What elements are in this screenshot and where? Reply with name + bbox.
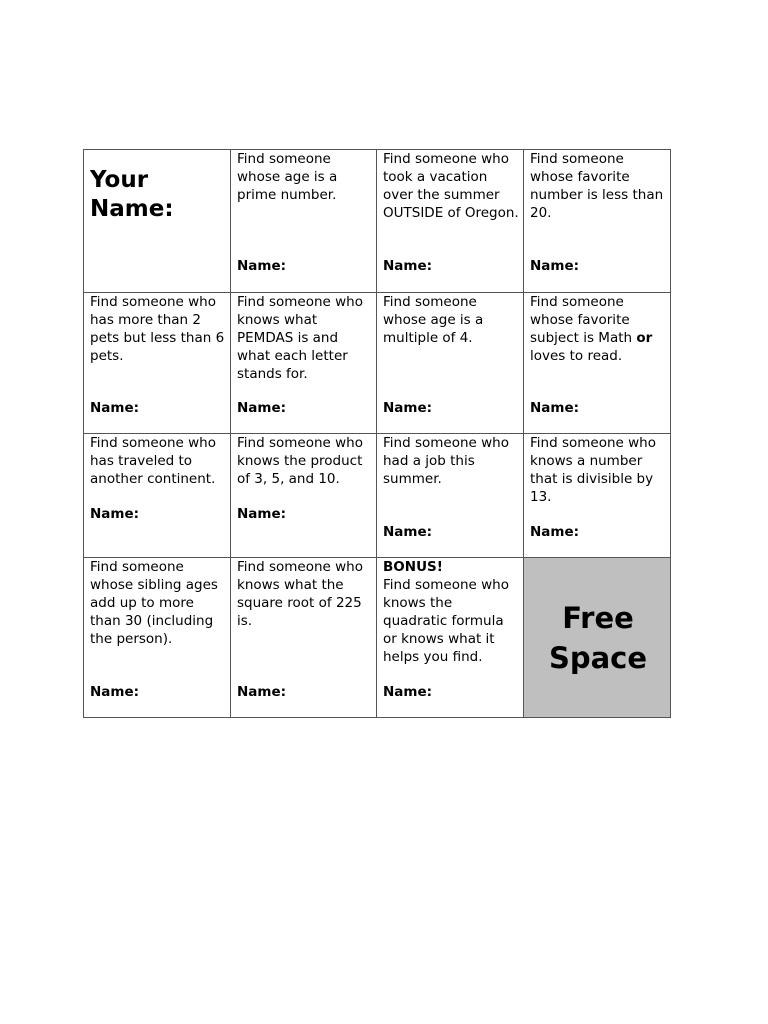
cell-prompt: Find someone who knows the quadratic formula or knows what it helps you find. (383, 577, 509, 665)
cell-prompt: Find someone who took a vacation over the summer OUTSIDE of Oregon. (383, 151, 519, 221)
bingo-cell-r2c2 (231, 293, 377, 434)
your-name-label (90, 166, 226, 224)
cell-prompt (530, 293, 666, 383)
free-space-cell (524, 558, 671, 718)
cell-prompt: Find someone who has more than 2 pets but less than 6 pets. (90, 294, 225, 364)
your-name-line2: Name: (90, 196, 174, 222)
cell-prompt: Find someone whose age is a multiple of 4. (383, 294, 484, 346)
name-label: Name: (383, 258, 433, 274)
name-label: Name: (530, 524, 580, 540)
name-label: Name: (237, 506, 287, 522)
cell-prompt-part1: Find someone whose favorite subject is Math (530, 294, 637, 346)
name-label: Name: (237, 258, 287, 274)
cell-prompt: Find someone whose favorite number is less than 20. (530, 151, 664, 221)
cell-prompt: Find someone who knows what the square root of 225 is. (237, 559, 363, 629)
cell-prompt: Find someone who had a job this summer. (383, 435, 509, 487)
free-space-line1: Free (562, 600, 634, 635)
bingo-cell-r4c3 (377, 558, 524, 718)
name-label: Name: (383, 400, 433, 416)
bingo-row-3 (84, 434, 671, 558)
your-name-cell (84, 150, 231, 293)
your-name-line1: Your (90, 167, 149, 193)
cell-prompt: Find someone who knows what PEMDAS is and what each letter stands for. (237, 294, 363, 382)
cell-prompt: Find someone who knows a number that is divisible by 13. (530, 435, 656, 505)
name-label: Name: (90, 684, 140, 700)
bingo-cell-r4c1 (84, 558, 231, 718)
cell-prompt-bold-or: or (636, 330, 653, 346)
bingo-card (83, 149, 671, 718)
name-label: Name: (383, 684, 433, 700)
name-label: Name: (90, 506, 140, 522)
bonus-label: BONUS! (383, 559, 443, 575)
bingo-row-4 (84, 558, 671, 718)
bingo-cell-r2c1 (84, 293, 231, 434)
name-label: Name: (237, 684, 287, 700)
bingo-cell-r2c3 (377, 293, 524, 434)
bingo-cell-r4c2 (231, 558, 377, 718)
name-label: Name: (90, 400, 140, 416)
cell-prompt: Find someone whose sibling ages add up to more than 30 (including the person). (90, 559, 218, 647)
bingo-cell-r1c3 (377, 150, 524, 293)
bingo-cell-r2c4 (524, 293, 671, 434)
name-label: Name: (530, 258, 580, 274)
bingo-cell-r3c2 (231, 434, 377, 558)
bingo-cell-r3c3 (377, 434, 524, 558)
name-label: Name: (383, 524, 433, 540)
bingo-cell-r1c2 (231, 150, 377, 293)
cell-prompt: Find someone who knows the product of 3, 5, and 10. (237, 435, 363, 487)
free-space-line2: Space (548, 640, 648, 675)
bingo-cell-r1c4 (524, 150, 671, 293)
cell-prompt: Find someone whose age is a prime number. (237, 151, 338, 203)
bingo-row-2 (84, 293, 671, 434)
name-label: Name: (530, 400, 580, 416)
cell-prompt: Find someone who has traveled to another continent. (90, 435, 216, 487)
bingo-row-1 (84, 150, 671, 293)
cell-prompt-part2: loves to read. (530, 348, 623, 364)
bingo-cell-r3c1 (84, 434, 231, 558)
name-label: Name: (237, 400, 287, 416)
bingo-cell-r3c4 (524, 434, 671, 558)
